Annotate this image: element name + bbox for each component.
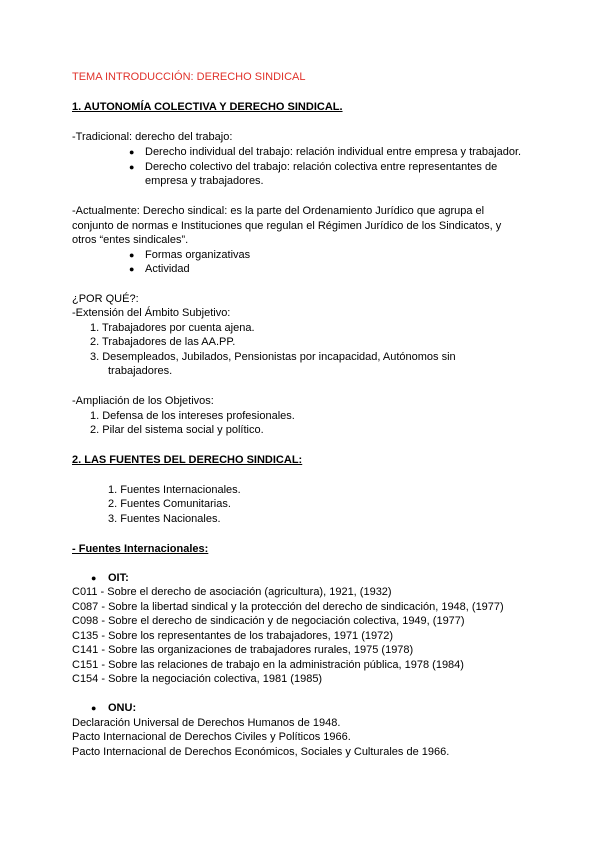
bullet-icon: ● — [91, 573, 97, 583]
list-item: Actividad — [145, 263, 190, 275]
objectives-intro: -Ampliación de los Objetivos: — [72, 395, 214, 407]
current-definition-line: conjunto de normas e Instituciones que regulan el Régimen Jurídico de los Sindicatos, y — [72, 220, 502, 232]
list-item: Derecho colectivo del trabajo: relación colectiva entre representantes de — [145, 161, 498, 173]
why-question: ¿POR QUÉ?: — [72, 293, 139, 305]
international-heading: - Fuentes Internacionales: — [72, 543, 209, 555]
convention-item: C011 - Sobre el derecho de asociación (agricultura), 1921, (1932) — [72, 586, 392, 598]
subject-intro: -Extensión del Ámbito Subjetivo: — [72, 307, 231, 319]
list-item: 3. Desempleados, Jubilados, Pensionistas por incapacidad, Autónomos sin — [90, 351, 456, 363]
convention-item: C154 - Sobre la negociación colectiva, 1981 (1985) — [72, 673, 323, 685]
bullet-icon: ● — [129, 162, 135, 172]
document-title: TEMA INTRODUCCIÓN: DERECHO SINDICAL — [72, 71, 306, 83]
list-item: 1. Fuentes Internacionales. — [108, 484, 241, 496]
list-item: Derecho individual del trabajo: relación individual entre empresa y trabajador. — [145, 146, 522, 158]
list-item: 1. Defensa de los intereses profesionales. — [90, 410, 295, 422]
list-item: 2. Fuentes Comunitarias. — [108, 498, 231, 510]
section2-heading: 2. LAS FUENTES DEL DERECHO SINDICAL: — [72, 454, 303, 466]
convention-item: C087 - Sobre la libertad sindical y la protección del derecho de sindicación, 1948, (1977) — [72, 601, 504, 613]
bullet-icon: ● — [129, 147, 135, 157]
list-item: Formas organizativas — [145, 249, 251, 261]
treaty-item: Pacto Internacional de Derechos Económicos, Sociales y Culturales de 1966. — [72, 746, 450, 758]
section1-heading: 1. AUTONOMÍA COLECTIVA Y DERECHO SINDICAL. — [72, 101, 343, 113]
current-definition-line: -Actualmente: Derecho sindical: es la parte del Ordenamiento Jurídico que agrupa el — [72, 205, 485, 217]
list-item-continuation: empresa y trabajadores. — [145, 175, 264, 187]
current-definition-line: otros “entes sindicales”. — [72, 234, 189, 246]
list-item: 1. Trabajadores por cuenta ajena. — [90, 322, 255, 334]
treaty-item: Declaración Universal de Derechos Humanos de 1948. — [72, 717, 341, 729]
list-item: 2. Trabajadores de las AA.PP. — [90, 336, 236, 348]
oit-label: OIT: — [108, 572, 129, 584]
bullet-icon: ● — [129, 264, 135, 274]
treaty-item: Pacto Internacional de Derechos Civiles y Políticos 1966. — [72, 731, 351, 743]
list-item: 2. Pilar del sistema social y político. — [90, 424, 264, 436]
onu-label: ONU: — [108, 702, 137, 714]
list-item-continuation: trabajadores. — [108, 365, 173, 377]
list-item: 3. Fuentes Nacionales. — [108, 513, 221, 525]
traditional-intro: -Tradicional: derecho del trabajo: — [72, 131, 233, 143]
bullet-icon: ● — [129, 250, 135, 260]
convention-item: C135 - Sobre los representantes de los trabajadores, 1971 (1972) — [72, 630, 394, 642]
convention-item: C151 - Sobre las relaciones de trabajo en la administración pública, 1978 (1984) — [72, 659, 464, 671]
bullet-icon: ● — [91, 703, 97, 713]
convention-item: C098 - Sobre el derecho de sindicación y de negociación colectiva, 1949, (1977) — [72, 615, 465, 627]
convention-item: C141 - Sobre las organizaciones de trabajadores rurales, 1975 (1978) — [72, 644, 414, 656]
